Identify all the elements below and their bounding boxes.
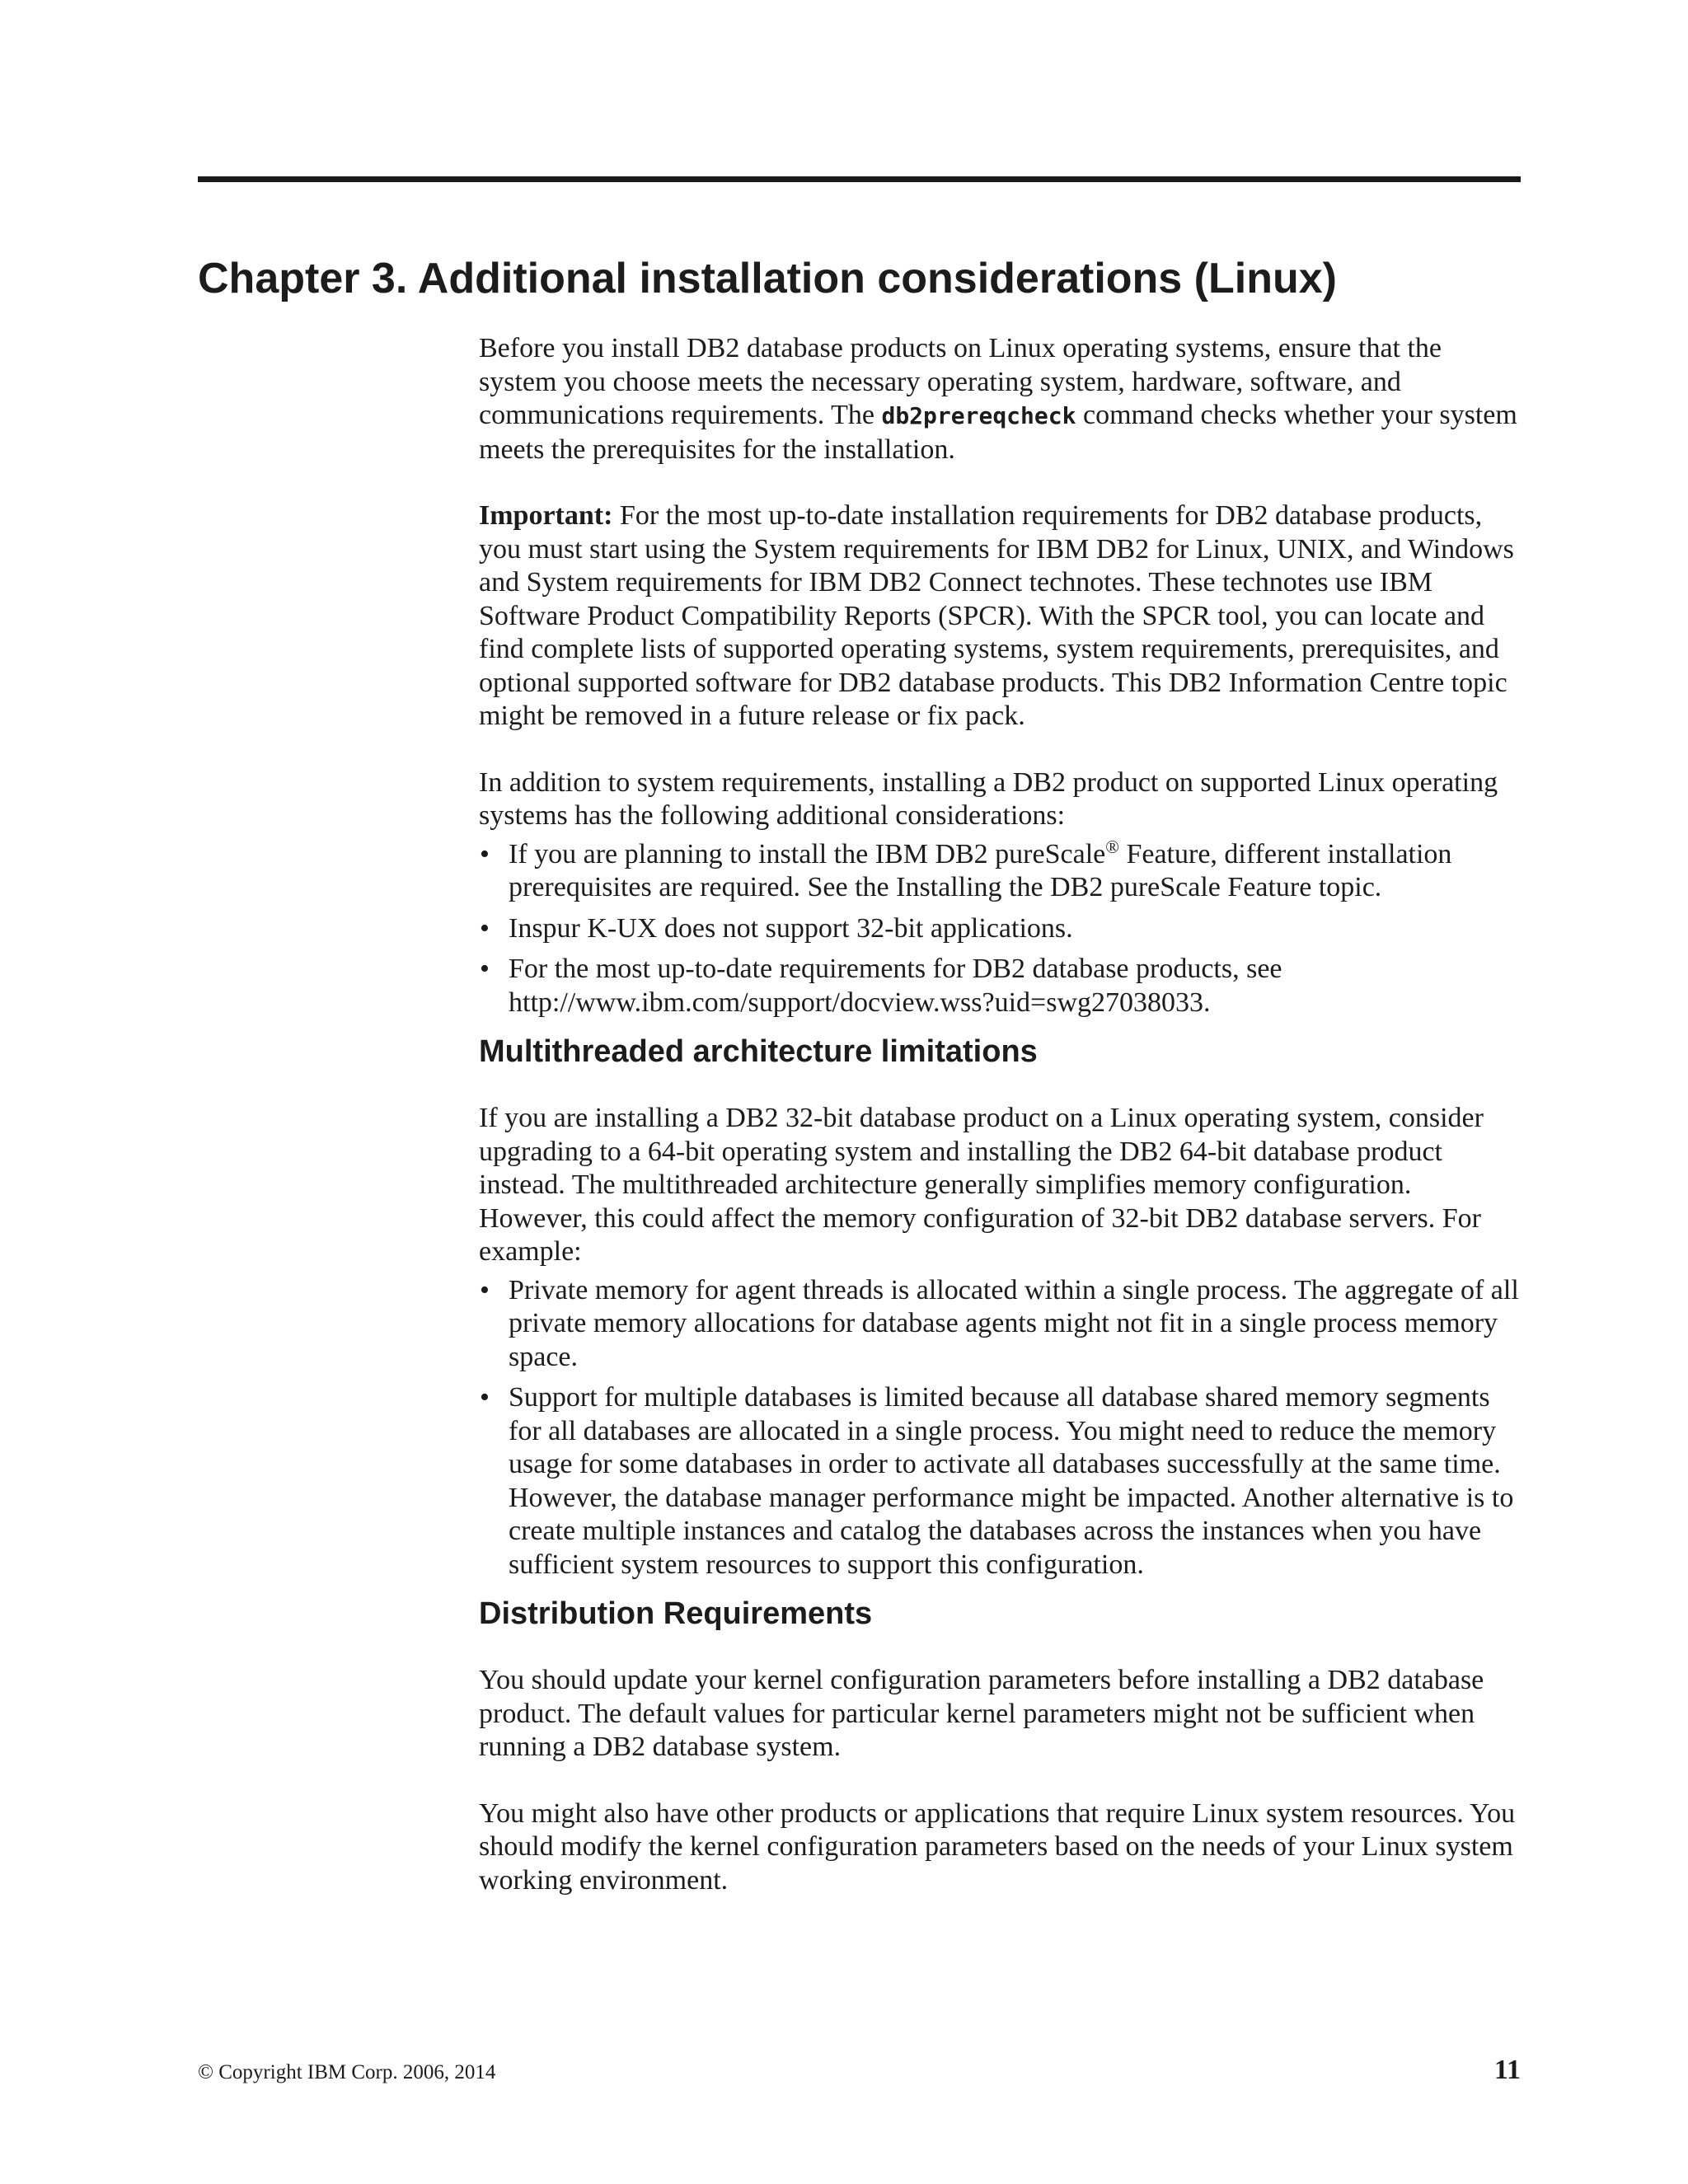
footer-copyright: © Copyright IBM Corp. 2006, 2014 [198, 2061, 496, 2083]
bullet-icon: • [480, 1382, 490, 1413]
list-item-text: Inspur K-UX does not support 32-bit applications. [509, 912, 1073, 944]
main-content [479, 332, 1524, 1930]
intro-paragraph [479, 332, 1524, 466]
intro-text-end: command checks whether your system meets the prerequisites for the installation. [479, 400, 1517, 465]
section-heading-multithreaded: Multithreaded architecture limitations [479, 1034, 1038, 1069]
considerations-intro: In addition to system requirements, installing a DB2 product on supported Linux operating systems has the following additional considerations: [479, 766, 1498, 831]
list-item [479, 953, 1524, 1019]
important-note [479, 499, 1524, 733]
page-number: 11 [1493, 2055, 1521, 2085]
list-item-text: For the most up-to-date requirements for DB2 database products, see http://www.ibm.com/support/docview.wss?uid=swg27038033. [509, 954, 1282, 1018]
considerations-list [479, 838, 1524, 1020]
chapter-rule [198, 176, 1521, 182]
list-item [479, 838, 1524, 905]
important-text: For the most up-to-date installation requirements for DB2 database products, you must start using the System requirements for IBM DB2 for Linux, UNIX, and Windows and System requirements for IBM DB2 Connect technotes. These technotes use IBM Software Product Compatibility Reports (SPCR). With the SPCR tool, you can locate and find complete lists of supported operating systems, system requirements, prerequisites, and optional supported software for DB2 database products. This DB2 Information Centre topic might be removed in a future release or fix pack. [479, 500, 1514, 731]
command-name: db2prereqcheck [881, 402, 1076, 429]
list-item-text: Feature, different installation prerequisites are required. See the Installing the DB2 pureScale Feature topic. [509, 838, 1452, 902]
bullet-icon: • [480, 954, 490, 984]
bullet-icon: • [480, 838, 490, 869]
list-item [479, 1274, 1524, 1375]
distribution-paragraph: You should update your kernel configuration parameters before installing a DB2 database product. The default values for particular kernel parameters might not be sufficient when running a DB2 database system. [479, 1665, 1484, 1762]
list-item-text: If you are planning to install the IBM DB2 pureScale [509, 838, 1106, 869]
chapter-title: Chapter 3. Additional installation considerations (Linux) [198, 255, 1337, 302]
list-item [479, 1381, 1524, 1582]
intro-text-start: Before you install DB2 database products on Linux operating systems, ensure that the system you choose meets the necessary operating system, hardware, software, and communications requirements. The [479, 333, 1442, 430]
multithreaded-list [479, 1274, 1524, 1582]
bullet-icon: • [480, 1274, 490, 1305]
registered-mark: ® [1105, 836, 1119, 857]
section-heading-distribution: Distribution Requirements [479, 1596, 873, 1631]
distribution-paragraph: You might also have other products or applications that require Linux system resources. You should modify the kernel configuration parameters based on the needs of your Linux system working environment. [479, 1797, 1516, 1896]
list-item-text: Private memory for agent threads is allocated within a single process. The aggregate of all private memory allocations for database agents might not fit in a single process memory space. [509, 1274, 1519, 1372]
important-label: Important: [479, 500, 613, 531]
bullet-icon: • [480, 912, 490, 944]
list-item [479, 912, 1524, 946]
list-item-text: Support for multiple databases is limited because all database shared memory segments for all databases are allocated in a single process. You might need to reduce the memory usage for some databases in order to activate all databases successfully at the same time. However, the database manager performance might be impacted. Another alternative is to create multiple instances and catalog the databases across the instances when you have sufficient system resources to support this configuration. [509, 1382, 1514, 1580]
multithreaded-intro: If you are installing a DB2 32-bit database product on a Linux operating system, consider upgrading to a 64-bit operating system and installing the DB2 64-bit database product instead. The multithreaded architecture generally simplifies memory configuration. However, this could affect the memory configuration of 32-bit DB2 database servers. For example: [479, 1103, 1484, 1267]
